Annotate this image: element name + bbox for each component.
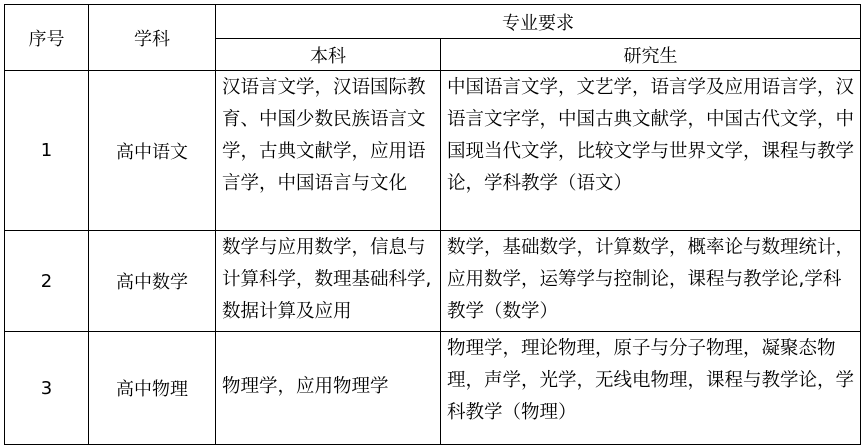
row-undergraduate: 数学与应用数学，信息与计算科学，数理基础科学,数据计算及应用: [216, 231, 441, 332]
header-index: 序号: [5, 5, 89, 71]
row-undergraduate: 物理学，应用物理学: [216, 332, 441, 445]
row-index: 1: [5, 71, 89, 231]
header-row-top: [5, 5, 861, 39]
row-index: 2: [5, 231, 89, 332]
row-subject: 高中数学: [89, 231, 216, 332]
requirements-table: [4, 4, 861, 445]
table-row: [5, 231, 861, 332]
row-graduate: 数学，基础数学，计算数学，概率论与数理统计，应用数学，运筹学与控制论，课程与教学论,学科教学（数学）: [441, 231, 861, 332]
row-graduate: 中国语言文学，文艺学，语言学及应用语言学，汉语言文字学，中国古典文献学，中国古代文学，中国现当代文学，比较文学与世界文学，课程与教学论，学科教学（语文）: [441, 71, 861, 231]
row-subject: 高中语文: [89, 71, 216, 231]
table-row: [5, 71, 861, 231]
header-graduate: 研究生: [441, 39, 861, 71]
header-subject: 学科: [89, 5, 216, 71]
row-subject: 高中物理: [89, 332, 216, 445]
row-undergraduate: 汉语言文学，汉语国际教育、中国少数民族语言文学，古典文献学，应用语言学，中国语言与文化: [216, 71, 441, 231]
row-graduate: 物理学，理论物理，原子与分子物理，凝聚态物理，声学，光学，无线电物理，课程与教学论，学科教学（物理）: [441, 332, 861, 445]
header-requirement: 专业要求: [216, 5, 861, 39]
table-row: [5, 332, 861, 445]
header-undergraduate: 本科: [216, 39, 441, 71]
row-index: 3: [5, 332, 89, 445]
